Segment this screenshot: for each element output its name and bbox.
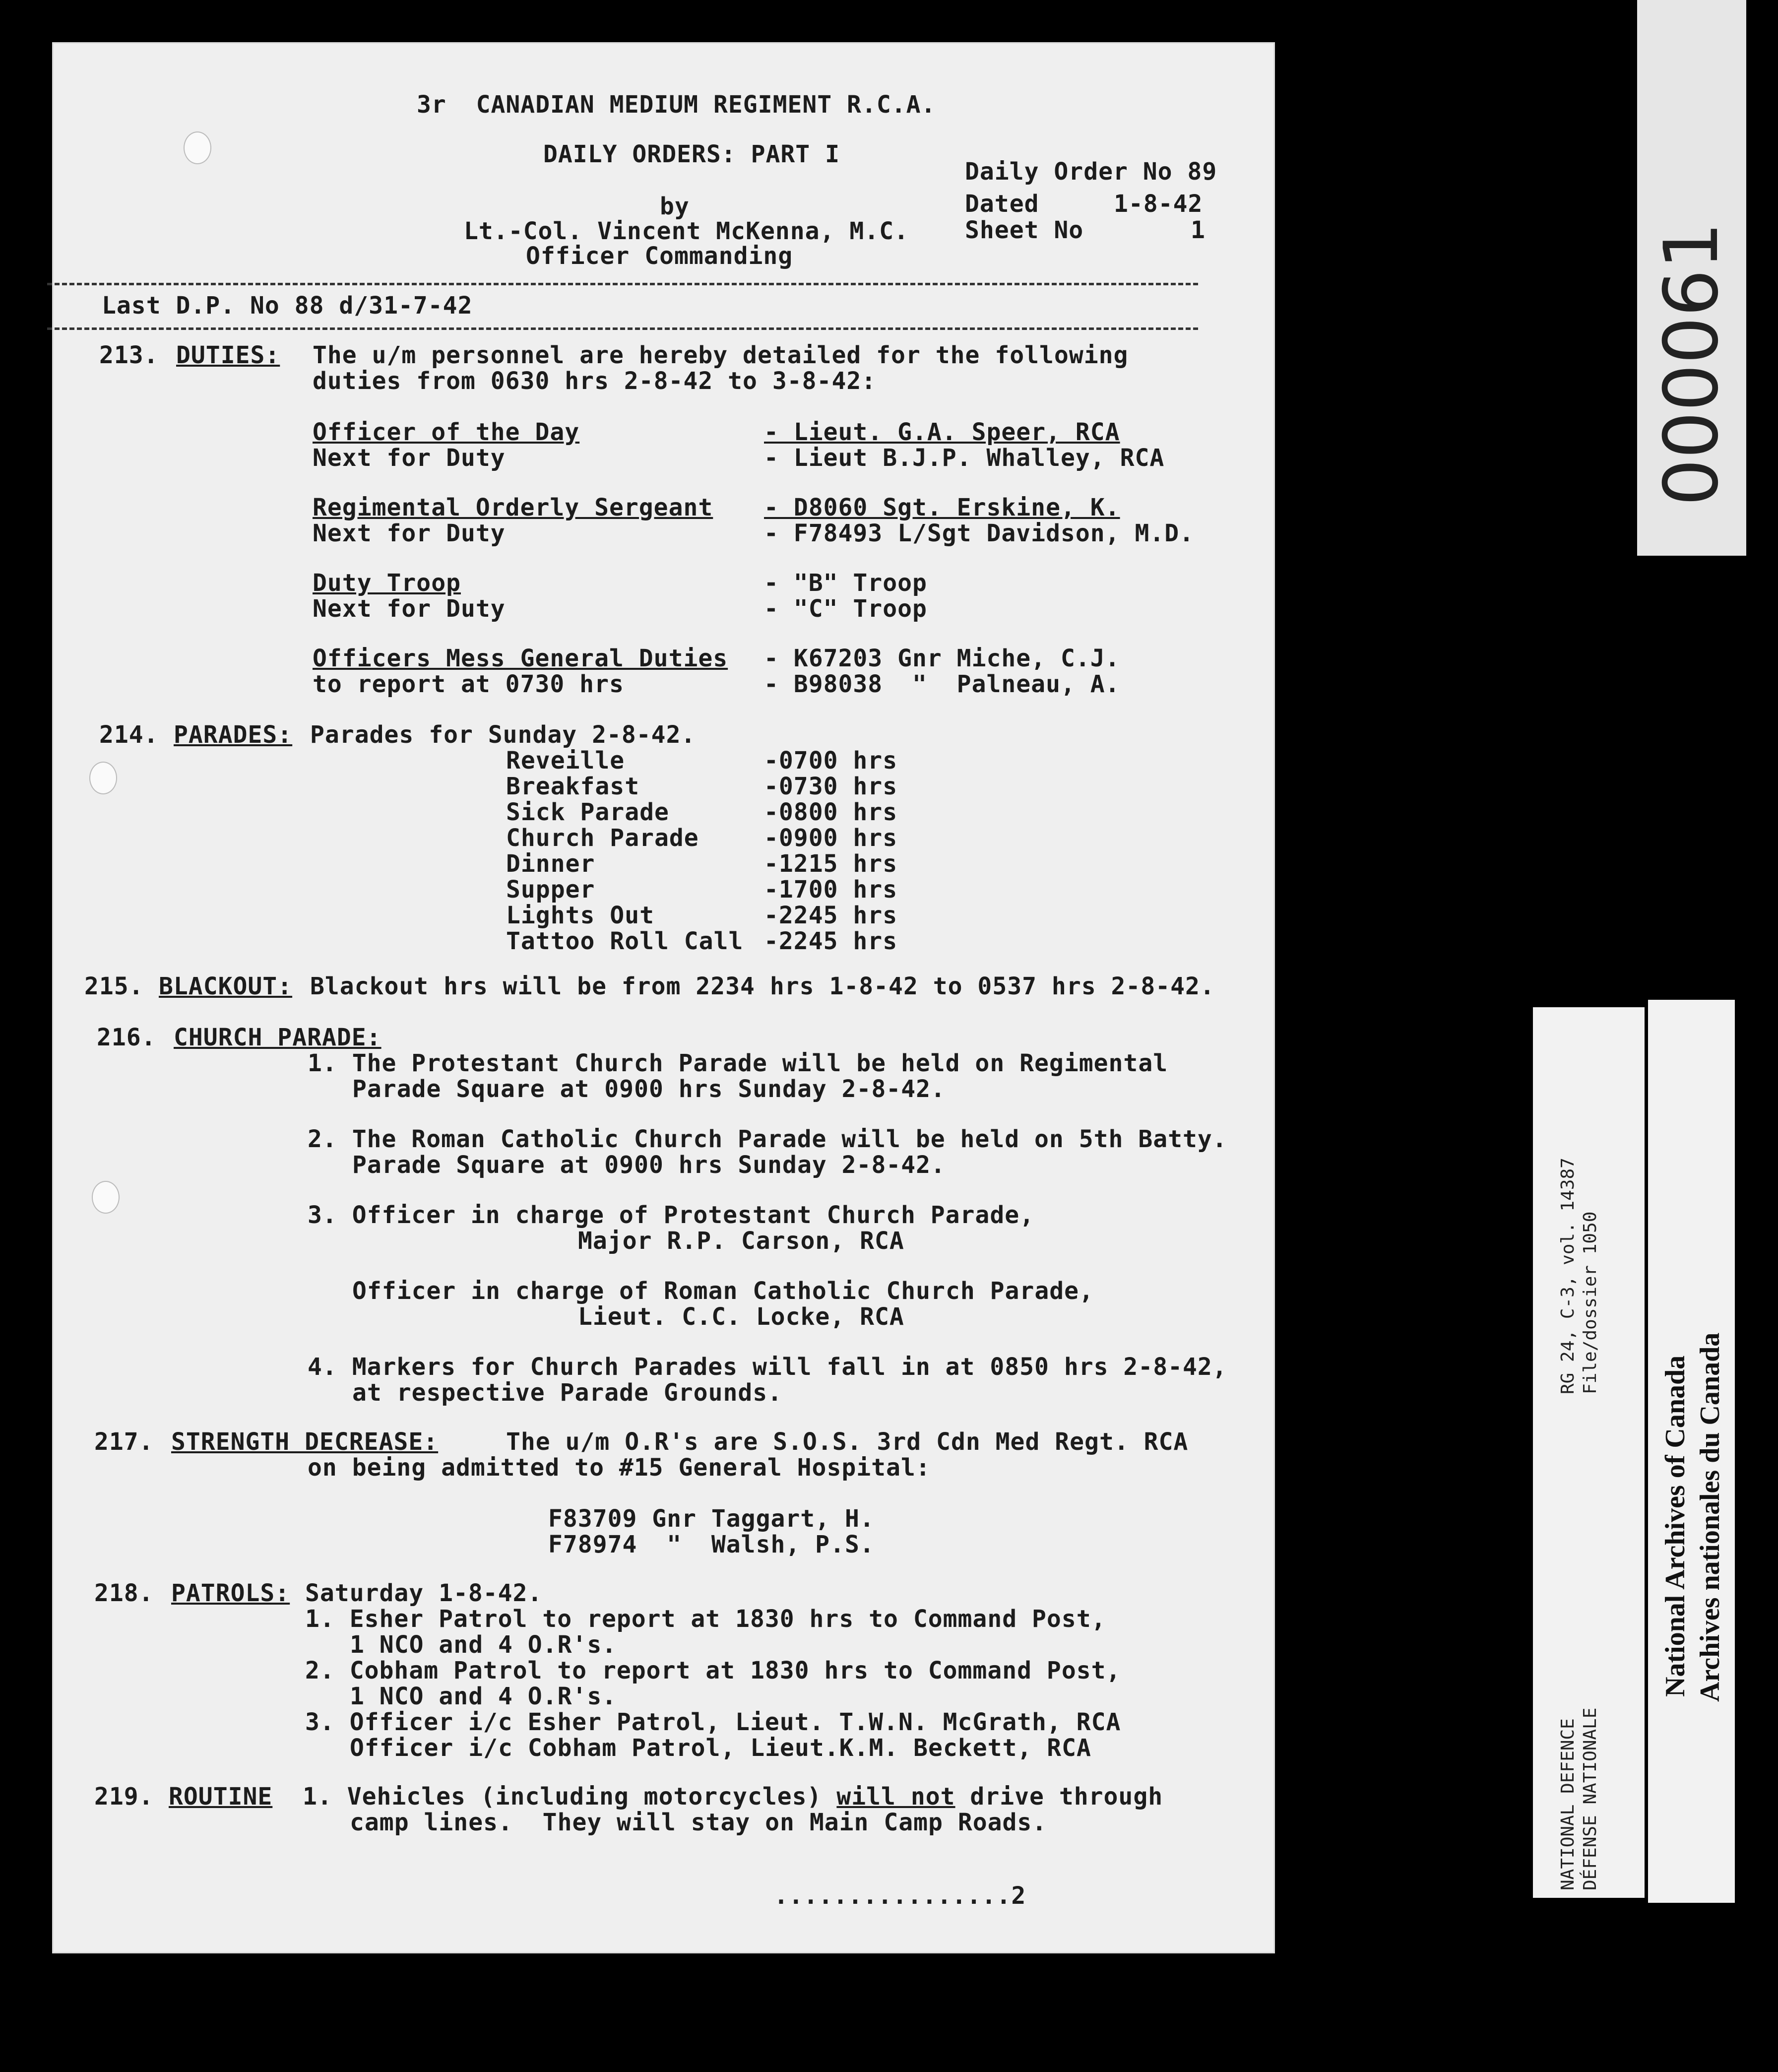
section-text: Parade Square at 0900 hrs Sunday 2-8-42.	[352, 1151, 946, 1179]
section-text: 2. Cobham Patrol to report at 1830 hrs to Command Post,	[305, 1657, 1121, 1684]
order-number: Daily Order No 89	[965, 158, 1217, 186]
parade-time: -0900 hrs	[764, 824, 898, 852]
section-text: Major R.P. Carson, RCA	[578, 1227, 904, 1255]
section-text: 4. Markers for Church Parades will fall in at 0850 hrs 2-8-42,	[308, 1353, 1227, 1381]
section-heading: CHURCH PARADE:	[174, 1024, 381, 1051]
section-text: 1. The Protestant Church Parade will be held on Regimental	[308, 1049, 1168, 1077]
section-text: 1 NCO and 4 O.R's.	[350, 1683, 617, 1710]
orders-title: DAILY ORDERS: PART I	[543, 140, 840, 168]
parade-item: Supper	[506, 876, 595, 904]
punch-hole	[89, 762, 117, 794]
section-text: Parades for Sunday 2-8-42.	[310, 721, 696, 749]
duty-name: - "C" Troop	[764, 595, 927, 623]
parade-time: -0700 hrs	[764, 747, 898, 775]
section-heading: PATROLS:	[171, 1579, 290, 1607]
commander-position: Officer Commanding	[526, 242, 793, 270]
routine-emphasis: will not	[836, 1783, 955, 1811]
personnel-entry: F78974 " Walsh, P.S.	[548, 1531, 875, 1558]
parade-time: -0800 hrs	[764, 798, 898, 826]
section-text	[303, 1784, 1163, 1810]
duty-role: Regimental Orderly Sergeant	[313, 494, 713, 521]
dated-label: Dated	[965, 190, 1039, 218]
section-text: 3. Officer i/c Esher Patrol, Lieut. T.W.N. McGrath, RCA	[305, 1708, 1121, 1736]
duty-name: - F78493 L/Sgt Davidson, M.D.	[764, 519, 1195, 547]
sheet-label: Sheet No	[965, 216, 1084, 244]
commander-name: Lt.-Col. Vincent McKenna, M.C.	[464, 217, 909, 245]
divider-line	[47, 327, 1198, 330]
archive-reference: RG 24, C-3, vol. 14387	[1558, 1158, 1578, 1394]
section-heading: PARADES:	[174, 721, 293, 749]
section-text: 2. The Roman Catholic Church Parade will be held on 5th Batty.	[308, 1125, 1227, 1153]
section-text: Lieut. C.C. Locke, RCA	[578, 1303, 904, 1331]
last-daily-order: Last D.P. No 88 d/31-7-42	[102, 292, 473, 320]
section-number: 216.	[97, 1024, 156, 1051]
section-text: duties from 0630 hrs 2-8-42 to 3-8-42:	[313, 367, 877, 395]
section-text: on being admitted to #15 General Hospital:	[308, 1454, 931, 1482]
duty-role: Officers Mess General Duties	[313, 645, 728, 672]
section-heading: BLACKOUT:	[159, 972, 293, 1000]
section-number: 213.	[99, 341, 159, 369]
section-text: Parade Square at 0900 hrs Sunday 2-8-42.	[352, 1075, 946, 1103]
section-number: 217.	[94, 1428, 154, 1456]
frame-number: 000061	[1649, 222, 1735, 506]
duty-name: - K67203 Gnr Miche, C.J.	[764, 645, 1120, 672]
duty-name: - D8060 Sgt. Erskine, K.	[764, 494, 1120, 521]
punch-hole	[184, 131, 211, 164]
duty-name: - B98038 " Palneau, A.	[764, 670, 1120, 698]
routine-text-start: 1. Vehicles (including motorcycles)	[303, 1783, 837, 1811]
duty-role: to report at 0730 hrs	[313, 670, 624, 698]
section-number: 218.	[94, 1579, 154, 1607]
parade-time: -2245 hrs	[764, 927, 898, 955]
section-text: 1 NCO and 4 O.R's.	[350, 1631, 617, 1659]
parade-item: Tattoo Roll Call	[506, 927, 744, 955]
section-text: The u/m personnel are hereby detailed for the following	[313, 341, 1129, 369]
parade-time: -1700 hrs	[764, 876, 898, 904]
section-number: 215.	[84, 972, 144, 1000]
punch-hole	[92, 1181, 120, 1214]
parade-item: Breakfast	[506, 773, 640, 800]
parade-item: Sick Parade	[506, 798, 669, 826]
section-text: Blackout hrs will be from 2234 hrs 1-8-42 to 0537 hrs 2-8-42.	[310, 972, 1215, 1000]
parade-time: -0730 hrs	[764, 773, 898, 800]
section-text: Saturday 1-8-42.	[305, 1579, 543, 1607]
section-number: 214.	[99, 721, 159, 749]
dated-value: 1-8-42	[1114, 190, 1203, 218]
duty-role: Duty Troop	[313, 569, 461, 597]
archives-name-en: National Archives of Canada	[1660, 1355, 1691, 1697]
by-line: by	[660, 193, 690, 220]
section-text: camp lines. They will stay on Main Camp Roads.	[350, 1809, 1047, 1836]
sheet-value: 1	[1191, 216, 1206, 244]
parade-time: -1215 hrs	[764, 850, 898, 878]
section-heading: ROUTINE	[169, 1783, 273, 1811]
section-text: Officer i/c Cobham Patrol, Lieut.K.M. Beckett, RCA	[350, 1734, 1091, 1762]
duty-role: Officer of the Day	[313, 418, 580, 446]
department-en: NATIONAL DEFENCE	[1558, 1718, 1578, 1890]
divider-line	[47, 283, 1198, 285]
section-heading: STRENGTH DECREASE:	[171, 1428, 439, 1456]
duty-name: - "B" Troop	[764, 569, 927, 597]
parade-item: Dinner	[506, 850, 595, 878]
unit-heading: 3r CANADIAN MEDIUM REGIMENT R.C.A.	[417, 91, 936, 119]
section-number: 219.	[94, 1783, 154, 1811]
parade-item: Church Parade	[506, 824, 699, 852]
duty-name: - Lieut B.J.P. Whalley, RCA	[764, 444, 1165, 472]
duty-role: Next for Duty	[313, 519, 506, 547]
section-heading: DUTIES:	[176, 341, 280, 369]
routine-text-end: drive through	[955, 1783, 1163, 1811]
section-text: Officer in charge of Roman Catholic Church Parade,	[352, 1277, 1094, 1305]
department-fr: DÉFENSE NATIONALE	[1580, 1707, 1600, 1890]
parade-item: Lights Out	[506, 902, 654, 929]
duty-name: - Lieut. G.A. Speer, RCA	[764, 418, 1120, 446]
archives-name-fr: Archives nationales du Canada	[1695, 1332, 1725, 1702]
duty-role: Next for Duty	[313, 595, 506, 623]
archive-file: File/dossier 1050	[1580, 1211, 1600, 1394]
duty-role: Next for Duty	[313, 444, 506, 472]
continued-marker: ................2	[774, 1882, 1026, 1910]
section-text: The u/m O.R's are S.O.S. 3rd Cdn Med Regt. RCA	[506, 1428, 1189, 1456]
section-text: 3. Officer in charge of Protestant Church Parade,	[308, 1201, 1035, 1229]
section-text: at respective Parade Grounds.	[352, 1379, 783, 1407]
parade-item: Reveille	[506, 747, 625, 775]
personnel-entry: F83709 Gnr Taggart, H.	[548, 1505, 875, 1533]
parade-time: -2245 hrs	[764, 902, 898, 929]
section-text: 1. Esher Patrol to report at 1830 hrs to Command Post,	[305, 1605, 1106, 1633]
